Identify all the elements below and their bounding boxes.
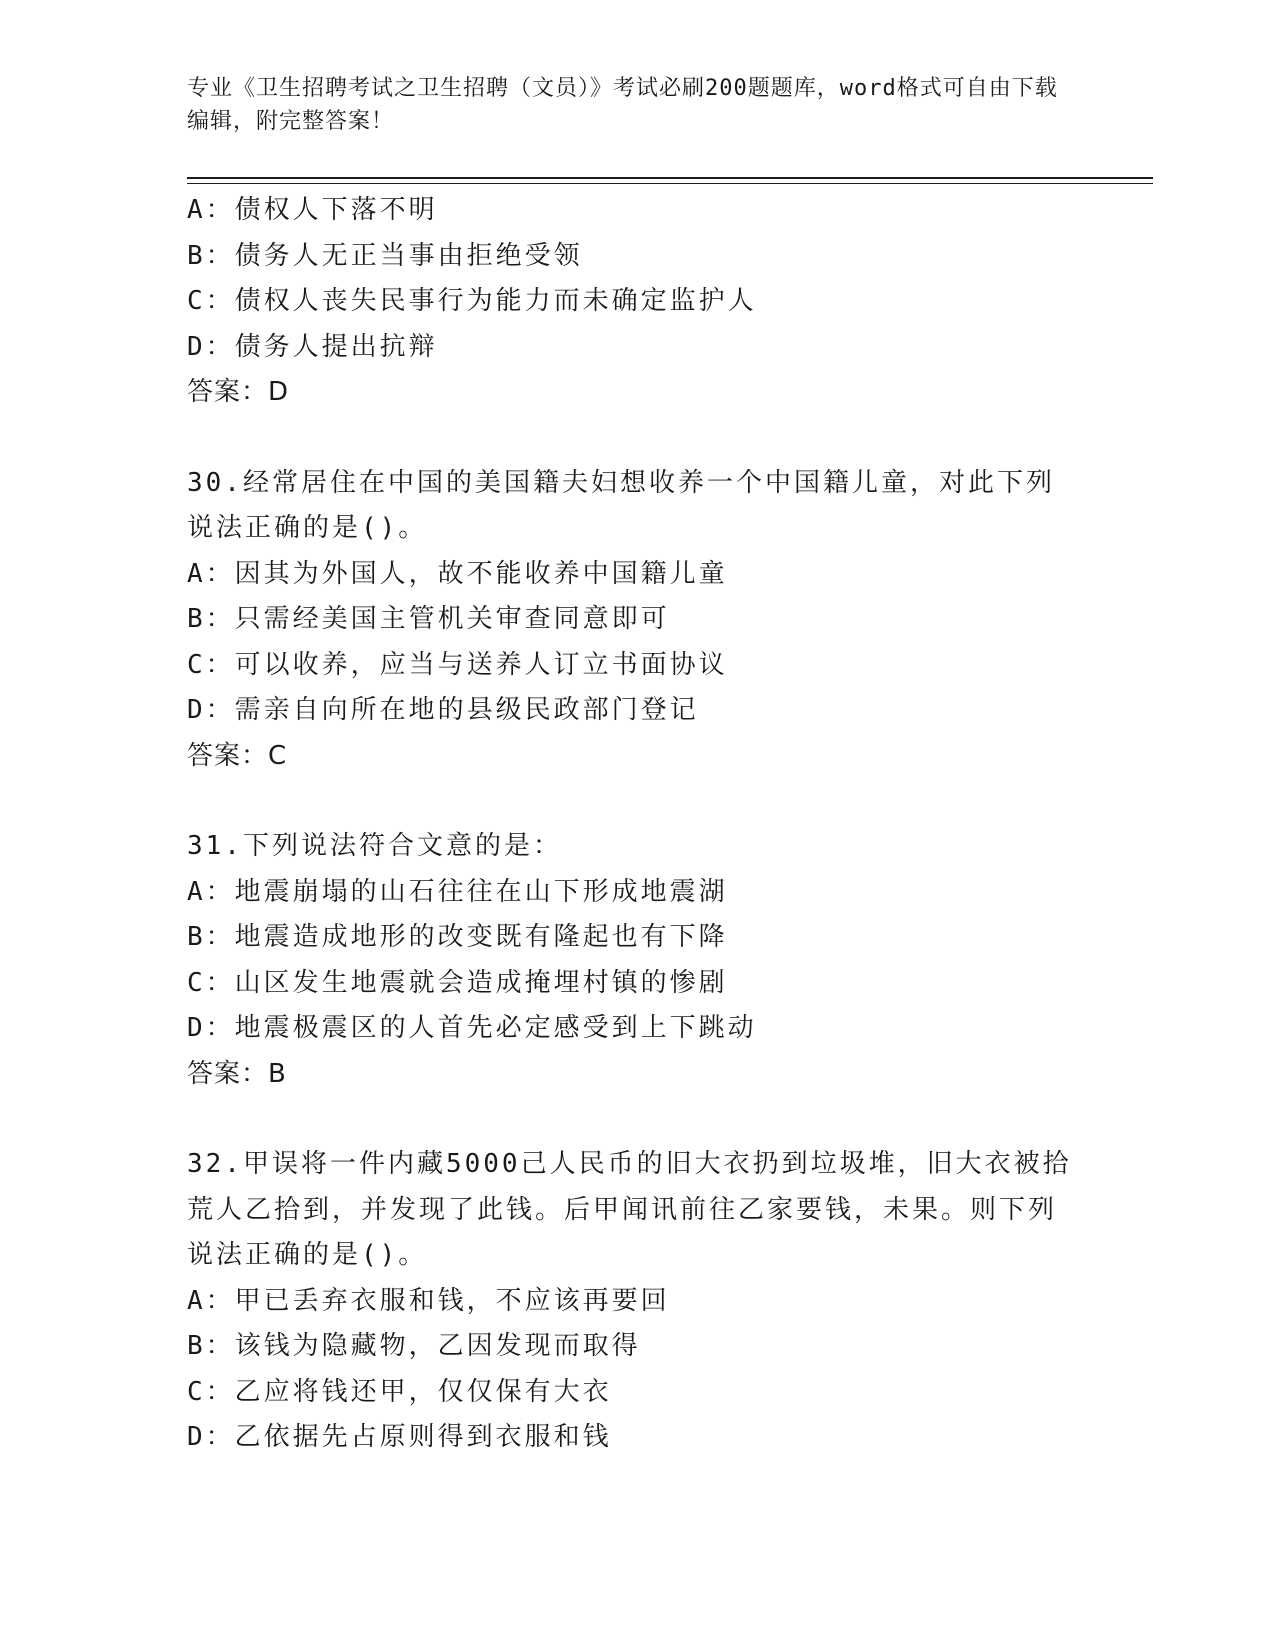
spacer bbox=[187, 1097, 1077, 1142]
header-divider-thin bbox=[187, 183, 1153, 184]
question-block-29 bbox=[187, 188, 1077, 416]
option-b: B：该钱为隐藏物，乙因发现而取得 bbox=[187, 1331, 641, 1361]
option-a: A：甲已丢弃衣服和钱，不应该再要回 bbox=[187, 1285, 670, 1316]
option-d: D：债务人提出抗辩 bbox=[187, 331, 438, 362]
question-stem: 31.下列说法符合文意的是： bbox=[187, 831, 562, 861]
answer-line: 答案：D bbox=[187, 377, 290, 407]
option-b: B：债务人无正当事由拒绝受领 bbox=[187, 240, 583, 271]
spacer bbox=[187, 779, 1077, 824]
option-b: B：地震造成地形的改变既有隆起也有下降 bbox=[187, 922, 728, 952]
question-block-32 bbox=[187, 1142, 1077, 1461]
question-stem: 30.经常居住在中国的美国籍夫妇想收养一个中国籍儿童，对此下列说法正确的是()。 bbox=[187, 467, 1055, 543]
spacer bbox=[187, 416, 1077, 461]
question-list bbox=[187, 188, 1077, 1461]
option-c: C：山区发生地震就会造成掩埋村镇的惨剧 bbox=[187, 967, 728, 998]
option-a: A：地震崩塌的山石往往在山下形成地震湖 bbox=[187, 876, 728, 907]
answer-line: 答案：B bbox=[187, 1058, 287, 1089]
question-stem: 32.甲误将一件内藏5000己人民币的旧大衣扔到垃圾堆，旧大衣被拾荒人乙拾到，并发现了此钱。后甲闻讯前往乙家要钱，未果。则下列说法正确的是()。 bbox=[187, 1149, 1072, 1270]
option-a: A：因其为外国人，故不能收养中国籍儿童 bbox=[187, 558, 728, 589]
option-c: C：债权人丧失民事行为能力而未确定监护人 bbox=[187, 286, 757, 316]
header-divider-thick bbox=[187, 177, 1153, 179]
question-block-30 bbox=[187, 461, 1077, 780]
option-d: D：乙依据先占原则得到衣服和钱 bbox=[187, 1422, 612, 1452]
option-a: A：债权人下落不明 bbox=[187, 195, 438, 225]
document-header bbox=[187, 72, 1067, 138]
option-d: D：需亲自向所在地的县级民政部门登记 bbox=[187, 695, 699, 725]
question-block-31 bbox=[187, 824, 1077, 1097]
header-text: 专业《卫生招聘考试之卫生招聘（文员）》考试必刷200题题库，word格式可自由下载编辑，附完整答案！ bbox=[187, 76, 1058, 134]
answer-line: 答案：C bbox=[187, 740, 288, 771]
option-c: C：乙应将钱还甲，仅仅保有大衣 bbox=[187, 1376, 612, 1407]
option-d: D：地震极震区的人首先必定感受到上下跳动 bbox=[187, 1013, 757, 1043]
option-c: C：可以收养，应当与送养人订立书面协议 bbox=[187, 649, 728, 680]
option-b: B：只需经美国主管机关审查同意即可 bbox=[187, 604, 670, 634]
